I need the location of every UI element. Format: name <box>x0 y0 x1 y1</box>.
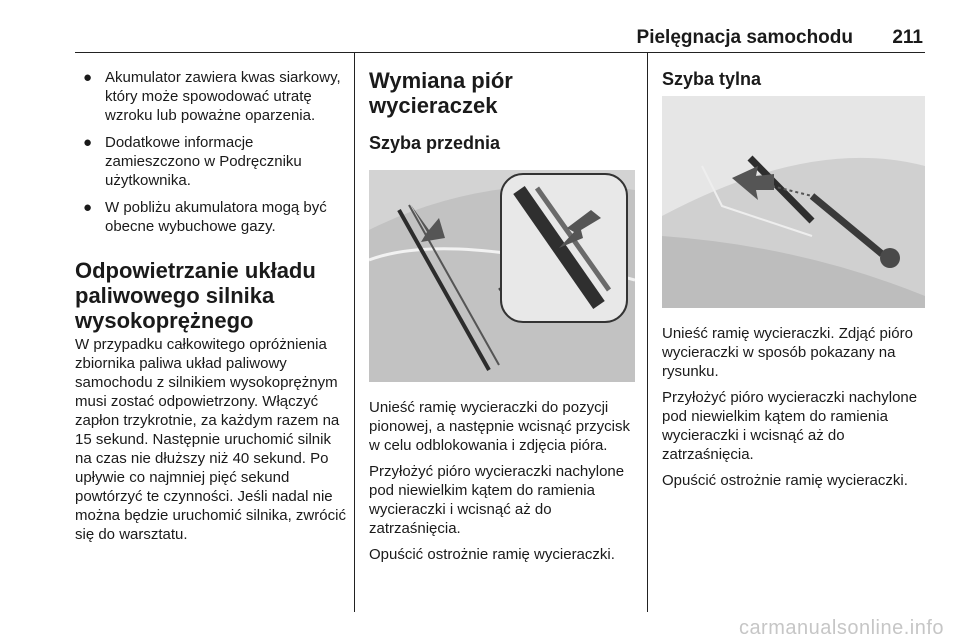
subsection-heading: Szyba tylna <box>662 69 762 89</box>
column-1 <box>75 68 347 551</box>
column-divider-1 <box>354 52 355 612</box>
section-heading: Wymiana piór wycieraczek <box>369 68 513 118</box>
column-2 <box>369 68 637 571</box>
list-item: ● Akumulator zawiera kwas siarkowy, który może spowodować utratę wzroku lub poważne oparzenia. <box>83 69 341 124</box>
rear-wiper-illustration <box>662 96 925 308</box>
list-item: ● Dodatkowe informacje zamieszczono w Podręczniku użytkownika. <box>83 134 302 189</box>
page-header <box>75 27 925 47</box>
column-3 <box>662 68 930 497</box>
bullet-icon: ● <box>83 134 93 151</box>
header-rule <box>75 52 925 53</box>
page-number: 211 <box>892 27 923 48</box>
page-title: Pielęgnacja samochodu <box>636 27 853 48</box>
body-paragraph: Unieść ramię wycieraczki do pozycji pionowej, a następnie wcisnąć przycisk w celu odblokowania i zdjęcia pióra. <box>369 399 630 454</box>
body-paragraph: W przypadku całkowitego opróżnienia zbiornika paliwa układ paliwowy samochodu z silnikiem wysokoprężnym musi zostać odpowietrzony. Włączyć zapłon trzykrotnie, za każdym razem na 15 sekund. Następnie uruchomić silnik na czas nie dłuższy niż 40 sekund. Po upływie co najmniej pięć sekund powtórzyć te czynności. Jeśli nadal nie można będzie uruchomić silnika, zwrócić się do warsztatu. <box>75 336 346 543</box>
bullet-list <box>75 68 347 236</box>
body-paragraph: Przyłożyć pióro wycieraczki nachylone pod niewielkim kątem do ramienia wycieraczki i wcisnąć aż do zatrzaśnięcia. <box>662 389 918 463</box>
body-paragraph: Opuścić ostrożnie ramię wycieraczki. <box>369 546 615 563</box>
column-divider-2 <box>647 52 648 612</box>
subsection-heading: Szyba przednia <box>369 133 501 153</box>
bullet-icon: ● <box>83 69 93 86</box>
section-heading: Odpowietrzanie układu paliwowego silnika wysokoprężnego <box>75 258 316 333</box>
watermark: carmanualsonline.info <box>738 617 944 639</box>
body-paragraph: Przyłożyć pióro wycieraczki nachylone pod niewielkim kątem do ramienia wycieraczki i wcisnąć aż do zatrzaśnięcia. <box>369 463 625 537</box>
body-paragraph: Unieść ramię wycieraczki. Zdjąć pióro wycieraczki w sposób pokazany na rysunku. <box>662 325 913 380</box>
body-paragraph: Opuścić ostrożnie ramię wycieraczki. <box>662 472 908 489</box>
list-item: ● W pobliżu akumulatora mogą być obecne wybuchowe gazy. <box>83 199 327 235</box>
front-wiper-illustration <box>369 170 635 382</box>
bullet-icon: ● <box>83 199 93 216</box>
